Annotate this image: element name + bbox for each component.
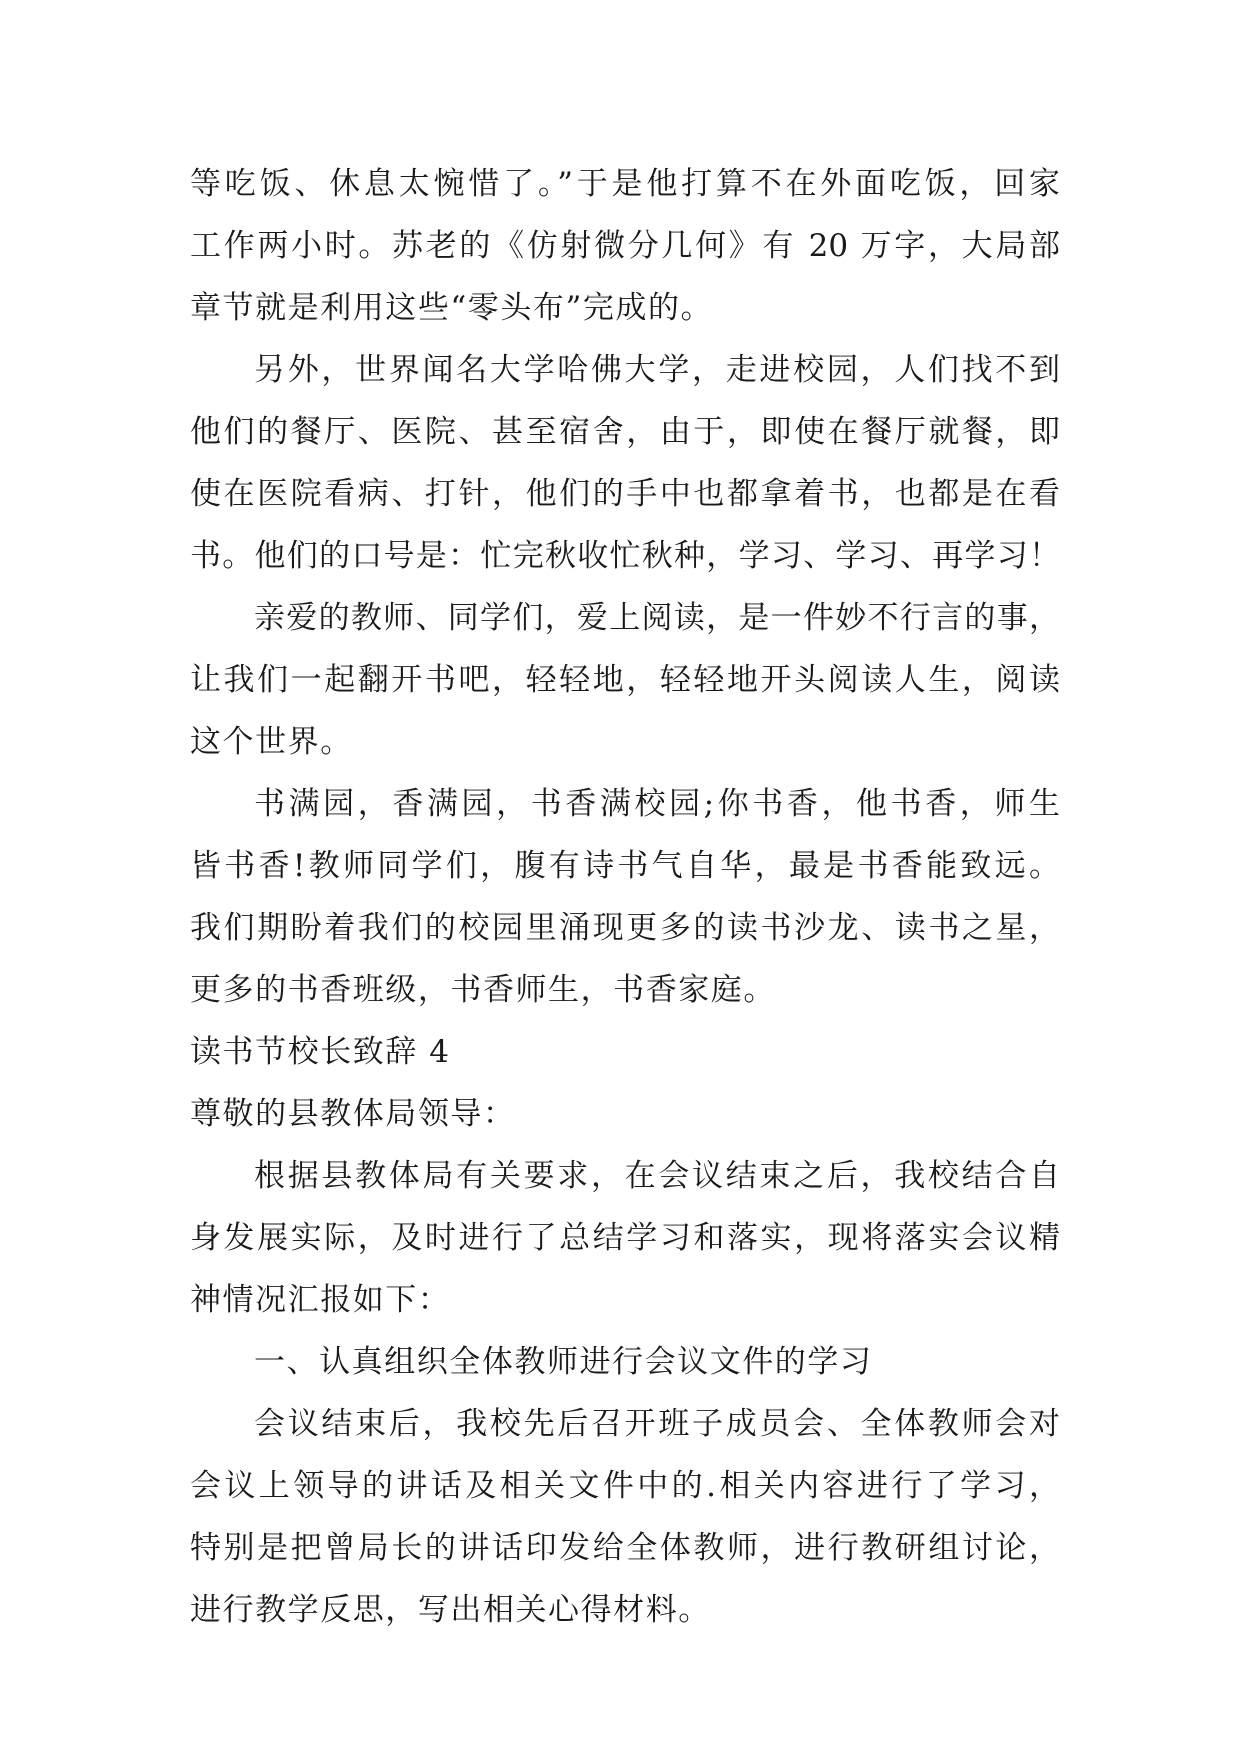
text-line: 另外，世界闻名大学哈佛大学，走进校园，人们找不到 bbox=[254, 352, 1060, 388]
text-line: 神情况汇报如下： bbox=[190, 1282, 451, 1318]
text-line: 身发展实际，及时进行了总结学习和落实，现将落实会议精 bbox=[190, 1220, 1060, 1256]
text-line: 会议上领导的讲话及相关文件中的.相关内容进行了学习， bbox=[190, 1468, 1060, 1504]
text-line: 会议结束后，我校先后召开班子成员会、全体教师会对 bbox=[254, 1406, 1060, 1442]
section-heading: 读书节校长致辞 4 bbox=[190, 1034, 451, 1070]
text-line: 这个世界。 bbox=[190, 724, 353, 760]
text-line: 让我们一起翻开书吧，轻轻地，轻轻地开头阅读人生，阅读 bbox=[190, 662, 1060, 698]
text-line: 根据县教体局有关要求，在会议结束之后，我校结合自 bbox=[254, 1158, 1060, 1194]
text-line: 他们的餐厅、医院、甚至宿舍，由于，即使在餐厅就餐，即 bbox=[190, 414, 1060, 450]
text-line: 使在医院看病、打针，他们的手中也都拿着书，也都是在看 bbox=[190, 476, 1060, 512]
text-line: 皆书香!教师同学们，腹有诗书气自华，最是书香能致远。 bbox=[190, 848, 1060, 884]
text-line: 进行教学反思，写出相关心得材料。 bbox=[190, 1592, 711, 1628]
text-line: 我们期盼着我们的校园里涌现更多的读书沙龙、读书之星， bbox=[190, 910, 1060, 946]
text-line: 章节就是利用这些“零头布”完成的。 bbox=[190, 290, 714, 326]
document-body bbox=[190, 153, 1060, 1641]
text-line: 亲爱的教师、同学们，爱上阅读，是一件妙不行言的事， bbox=[254, 600, 1060, 636]
salutation: 尊敬的县教体局领导： bbox=[190, 1096, 516, 1132]
text-line: 特别是把曾局长的讲话印发给全体教师，进行教研组讨论， bbox=[190, 1530, 1060, 1566]
text-line: 书满园，香满园，书香满校园;你书香，他书香，师生 bbox=[254, 786, 1060, 822]
subsection-heading: 一、认真组织全体教师进行会议文件的学习 bbox=[254, 1344, 873, 1380]
text-line: 工作两小时。苏老的《仿射微分几何》有 20 万字，大局部 bbox=[190, 228, 1060, 264]
text-line: 更多的书香班级，书香师生，书香家庭。 bbox=[190, 972, 776, 1008]
text-line: 等吃饭、休息太惋惜了。”于是他打算不在外面吃饭，回家 bbox=[190, 166, 1060, 202]
text-line: 书。他们的口号是：忙完秋收忙秋种，学习、学习、再学习！ bbox=[190, 538, 1060, 574]
